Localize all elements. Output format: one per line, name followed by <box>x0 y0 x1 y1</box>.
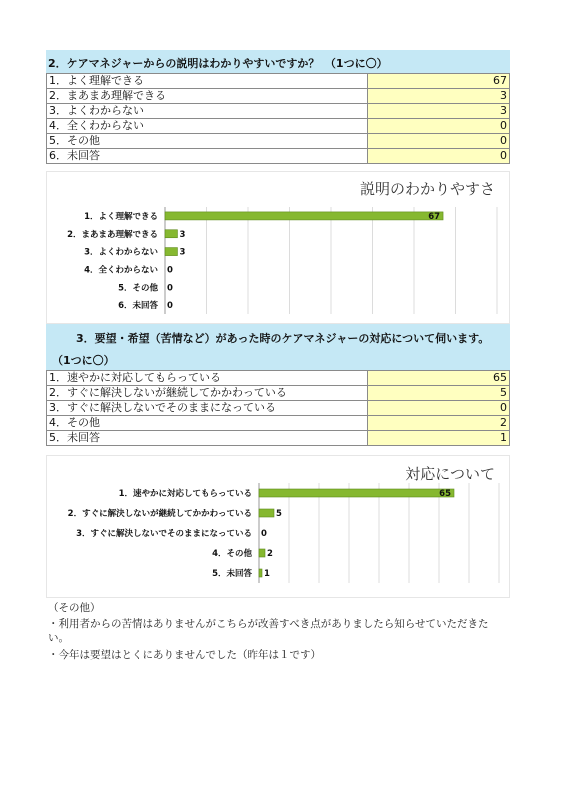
table-row <box>47 134 510 149</box>
category-label: 3．すぐに解決しないでそのままになっている <box>76 529 252 539</box>
table-row <box>47 89 510 104</box>
answer-count: 0 <box>368 149 510 164</box>
table-row <box>47 371 510 386</box>
category-label: 1．速やかに対応してもらっている <box>118 489 252 499</box>
category-label: 5．その他 <box>118 283 158 294</box>
question-2-table <box>46 73 510 164</box>
table-row <box>47 149 510 164</box>
chart-2-title: 対応について <box>405 465 495 483</box>
bar <box>165 230 177 238</box>
answer-label: 4．その他 <box>47 416 368 431</box>
note-item-1: ・利用者からの苦情はありませんがこちらが改善すべき点がありましたら知らせていただきたい。 <box>48 618 489 644</box>
answer-count: 1 <box>368 431 510 446</box>
chart-response <box>46 455 510 598</box>
table-row <box>47 104 510 119</box>
data-label: 5 <box>276 509 282 519</box>
category-label: 4．その他 <box>212 549 252 559</box>
data-label: 0 <box>261 529 267 539</box>
data-label: 1 <box>264 569 270 579</box>
question-3-header <box>46 324 510 370</box>
answer-count: 0 <box>368 401 510 416</box>
data-label: 0 <box>167 283 173 294</box>
answer-count: 5 <box>368 386 510 401</box>
question-3-text: 3．要望・希望（苦情など）があった時のケアマネジャーの対応について伺います。 <box>76 332 490 345</box>
answer-label: 2．すぐに解決しないが継続してかかわっている <box>47 386 368 401</box>
note-item-2: ・今年は要望はとくにありませんでした（昨年は１です） <box>48 649 321 661</box>
table-row <box>47 119 510 134</box>
question-3-subtext: （1つに〇） <box>52 354 115 367</box>
category-label: 5．未回答 <box>212 569 252 579</box>
answer-count: 0 <box>368 134 510 149</box>
table-row <box>47 431 510 446</box>
answer-count: 3 <box>368 104 510 119</box>
answer-count: 65 <box>368 371 510 386</box>
question-2-text: 2．ケアマネジャーからの説明はわかりやすいですか？ （1つに〇） <box>48 57 388 70</box>
data-label: 0 <box>167 301 173 312</box>
data-label: 67 <box>428 211 441 222</box>
category-label: 2．すぐに解決しないが継続してかかわっている <box>67 509 252 519</box>
answer-label: 4．全くわからない <box>47 119 368 134</box>
answer-label: 6．未回答 <box>47 149 368 164</box>
question-3-table <box>46 370 510 446</box>
data-label: 0 <box>167 265 173 276</box>
answer-count: 2 <box>368 416 510 431</box>
answer-label: 3．すぐに解決しないでそのままになっている <box>47 401 368 416</box>
bar <box>259 549 265 557</box>
table-row <box>47 74 510 89</box>
bar <box>259 569 262 577</box>
answer-count: 0 <box>368 119 510 134</box>
category-label: 2．まあまあ理解できる <box>67 229 158 240</box>
answer-label: 5．未回答 <box>47 431 368 446</box>
chart-2-svg <box>47 456 509 597</box>
data-label: 3 <box>179 229 186 240</box>
answer-label: 2．まあまあ理解できる <box>47 89 368 104</box>
data-label: 2 <box>267 549 273 559</box>
bar <box>165 212 443 220</box>
answer-label: 3．よくわからない <box>47 104 368 119</box>
category-label: 3．よくわからない <box>84 247 158 258</box>
data-label: 65 <box>439 489 451 499</box>
answer-count: 67 <box>368 74 510 89</box>
answer-label: 1．速やかに対応してもらっている <box>47 371 368 386</box>
chart-1-title: 説明のわかりやすさ <box>359 180 495 198</box>
category-label: 4．全くわからない <box>84 265 158 276</box>
chart-1-svg <box>47 172 509 323</box>
answer-label: 1．よく理解できる <box>47 74 368 89</box>
table-row <box>47 401 510 416</box>
bar <box>165 248 177 256</box>
table-row <box>47 386 510 401</box>
answer-label: 5．その他 <box>47 134 368 149</box>
category-label: 1．よく理解できる <box>84 211 158 222</box>
notes-heading: （その他） <box>48 602 101 614</box>
bar <box>259 489 454 497</box>
bar <box>259 509 274 517</box>
chart-explanation <box>46 171 510 324</box>
table-row <box>47 416 510 431</box>
category-label: 6．未回答 <box>118 301 158 312</box>
answer-count: 3 <box>368 89 510 104</box>
question-2-header <box>46 50 510 73</box>
data-label: 3 <box>179 247 186 258</box>
